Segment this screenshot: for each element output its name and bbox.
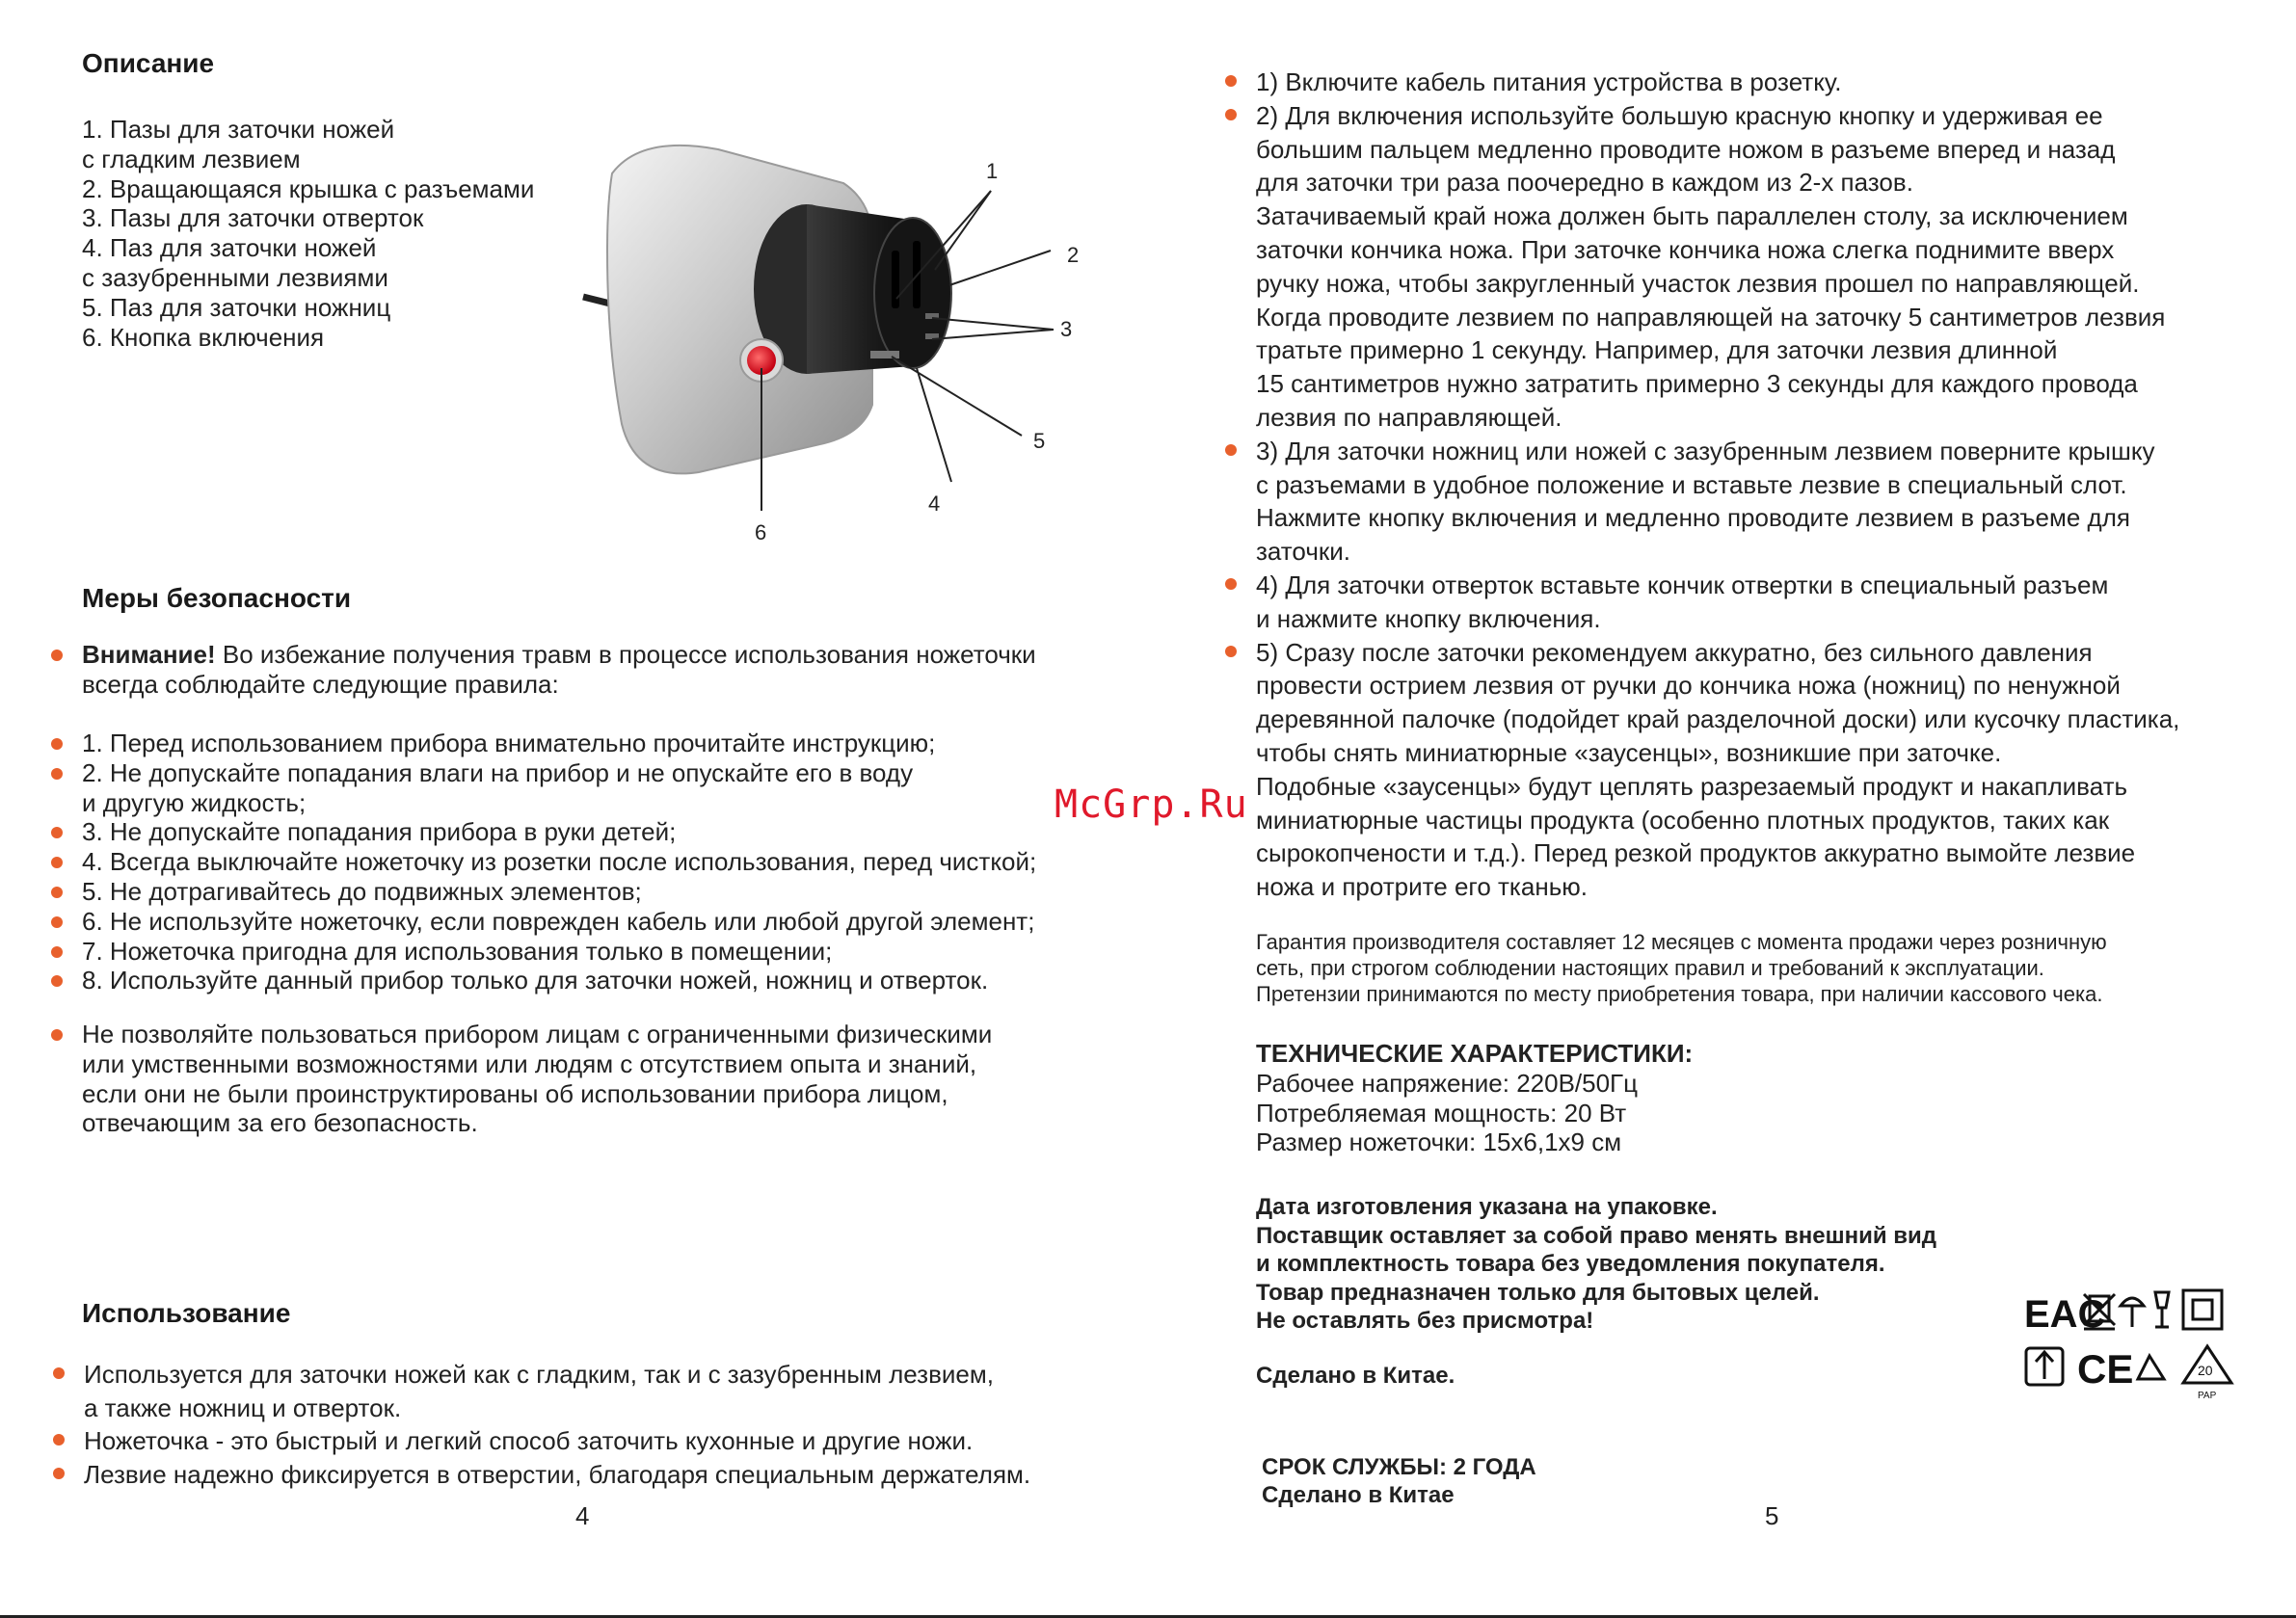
description-title: Описание [82,48,215,78]
step-item: 2) Для включения используйте большую красную кнопку и удерживая ее большим пальцем медленно проводите ножом в разъеме вперед и назад для заточки три раза поочередно в каждом из 2-х пазов. Затачиваемый край ножа должен быть параллелен столу, за исключением заточки кончика ножа. При заточке кончика ножа слегка поднимите вверх ручку ножа, чтобы закругленный участок лезвия прошел по направляющей. Когда проводите лезвием по направляющей на заточку 5 сантиметров лезвия тратьте примерно 1 секунду. Например, для заточки лезвия длинной 15 сантиметров нужно затратить примерно 3 секунды для каждого провода лезвия по направляющей. [1256,99,2179,435]
list-item: 5. Не дотрагивайтесь до подвижных элементов; [82,877,1036,907]
list-item: 3. Не допускайте попадания прибора в руки детей; [82,817,1036,847]
description-line: 3. Пазы для заточки отверток [82,203,424,233]
description-line: 2. Вращающаяся крышка с разъемами [82,173,535,203]
description-line: 1. Пазы для заточки ножей [82,115,395,144]
ce-mark: CE [2077,1346,2134,1392]
safety-title: Меры безопасности [82,583,352,613]
usage-steps [1256,66,2179,904]
callout-4: 4 [928,491,941,516]
bullet [1225,444,1237,456]
list-item: Используется для заточки ножей как с гладким, так и с зазубренным лезвием, а также ножниц и отверток. [84,1358,1030,1424]
bullet [51,1029,63,1041]
description-line: 4. Паз для заточки ножей [82,233,377,263]
bullet [1225,109,1237,120]
description-line: с гладким лезвием [82,144,301,173]
callout-2: 2 [1067,243,1080,267]
usage-title: Использование [82,1298,291,1328]
keep-dry-icon [2121,1298,2144,1327]
warning-text: Во избежание получения травм в процессе использования ножеточки [215,640,1036,669]
warning-label: Внимание! [82,640,216,669]
bullet [51,650,63,661]
step-item: 4) Для заточки отверток вставьте кончик отвертки в специальный разъем и нажмите кнопку включения. [1256,569,2179,636]
safety-note: Не позволяйте пользоваться прибором лицам с ограниченными физическими или умственными возможностями или людям с отсутствием опыта и знаний, если они не были проинструктированы об использовании прибора лицом, отвечающим за его безопасность. [82,1020,992,1138]
description-line: 6. Кнопка включения [82,322,325,352]
bullet [51,975,63,987]
rotating-cap [754,204,951,374]
usage-list [84,1358,1030,1491]
list-item: 1. Перед использованием прибора внимательно прочитайте инструкцию; [82,729,1036,758]
bullet [1225,75,1237,87]
safety-rules [82,729,1036,995]
list-item: 6. Не используйте ножеточку, если поврежден кабель или любой другой элемент; [82,907,1036,937]
spec-line: Потребляемая мощность: 20 Вт [1256,1098,1627,1127]
recycle-pap-icon [2183,1346,2231,1401]
bullet [51,946,63,958]
bullet [51,857,63,868]
callout-6: 6 [755,520,767,544]
list-item: 8. Используйте данный прибор только для заточки ножей, ножниц и отверток. [82,966,1036,995]
eac-mark: EAC [2024,1293,2106,1336]
bullet [53,1434,65,1446]
bullet [51,916,63,928]
page-number-right: 5 [1765,1501,1779,1530]
callout-1: 1 [986,159,999,183]
safety-warning [82,640,1036,700]
bullet [51,768,63,780]
bullet [51,827,63,838]
list-item: 7. Ножеточка пригодна для использования только в помещении; [82,937,1036,967]
description-line: с зазубренными лезвиями [82,262,388,292]
bullet [53,1367,65,1379]
watermark: McGrp.Ru [1055,782,1248,827]
notices: Дата изготовления указана на упаковке. Поставщик оставляет за собой право менять внешний вид и комплектность товара без уведомления покупателя. Товар предназначен только для бытовых целей. Не оставлять без присмотра! [1256,1194,1937,1334]
technical-specs [1256,1039,1693,1157]
spec-line: Рабочее напряжение: 220В/50Гц [1256,1068,1639,1098]
bullet [1225,646,1237,657]
list-item: 2. Не допускайте попадания влаги на прибор и не опускайте его в воду и другую жидкость; [82,758,1036,818]
recycle-icon [2138,1356,2164,1379]
made-in-2: Сделано в Китае [1262,1482,1455,1508]
page-number-left: 4 [575,1501,590,1530]
bullet [51,738,63,750]
svg-text:PAP: PAP [2198,1391,2217,1401]
bullet [51,887,63,898]
warning-text-2: всегда соблюдайте следующие правила: [82,669,559,699]
fragile-icon [2155,1292,2169,1327]
specs-title: ТЕХНИЧЕСКИЕ ХАРАКТЕРИСТИКИ: [1256,1039,1694,1068]
knife-sharpener-illustration [554,116,1094,559]
svg-text:20: 20 [2198,1363,2213,1378]
callout-5: 5 [1033,429,1046,453]
keep-upright-icon [2026,1348,2063,1385]
step-item: 1) Включите кабель питания устройства в розетку. [1256,66,2179,99]
list-item: Ножеточка - это быстрый и легкий способ заточить кухонные и другие ножи. [84,1424,1030,1458]
step-item: 3) Для заточки ножниц или ножей с зазубренным лезвием поверните крышку с разъемами в удобное положение и вставьте лезвие в специальный слот. Нажмите кнопку включения и медленно проводите лезвием в разъеме для заточки. [1256,435,2179,569]
callout-3: 3 [1060,317,1073,341]
class-ii-icon [2183,1290,2222,1329]
description-line: 5. Паз для заточки ножниц [82,292,391,322]
spec-line: Размер ножеточки: 15х6,1х9 см [1256,1127,1622,1157]
service-life: СРОК СЛУЖБЫ: 2 ГОДА [1262,1454,1536,1480]
service-life-block [1262,1453,1536,1509]
bullet [53,1468,65,1479]
description-list [82,115,534,352]
certification-marks [2024,1286,2256,1402]
bullet [1225,578,1237,590]
list-item: Лезвие надежно фиксируется в отверстии, благодаря специальным держателям. [84,1458,1030,1492]
warranty-text: Гарантия производителя составляет 12 месяцев с момента продажи через розничную сеть, при строгом соблюдении настоящих правил и требований к эксплуатации. Претензии принимаются по месту приобретения товара, при наличии кассового чека. [1256,930,2107,1006]
made-in: Сделано в Китае. [1256,1363,1455,1389]
list-item: 4. Всегда выключайте ножеточку из розетки после использования, перед чисткой; [82,847,1036,877]
step-item: 5) Сразу после заточки рекомендуем аккуратно, без сильного давления провести острием лезвия от ручки до кончика ножа (ножниц) по ненужной деревянной палочке (подойдет край разделочной доски) или кусочку пластика, чтобы снять миниатюрные «заусенцы», возникшие при заточке. Подобные «заусенцы» будут цеплять разрезаемый продукт и накапливать миниатюрные частицы продукта (особенно плотных продуктов, таких как сырокопчености и т.д.). Перед резкой продуктов аккуратно вымойте лезвие ножа и протрите его тканью. [1256,636,2179,904]
